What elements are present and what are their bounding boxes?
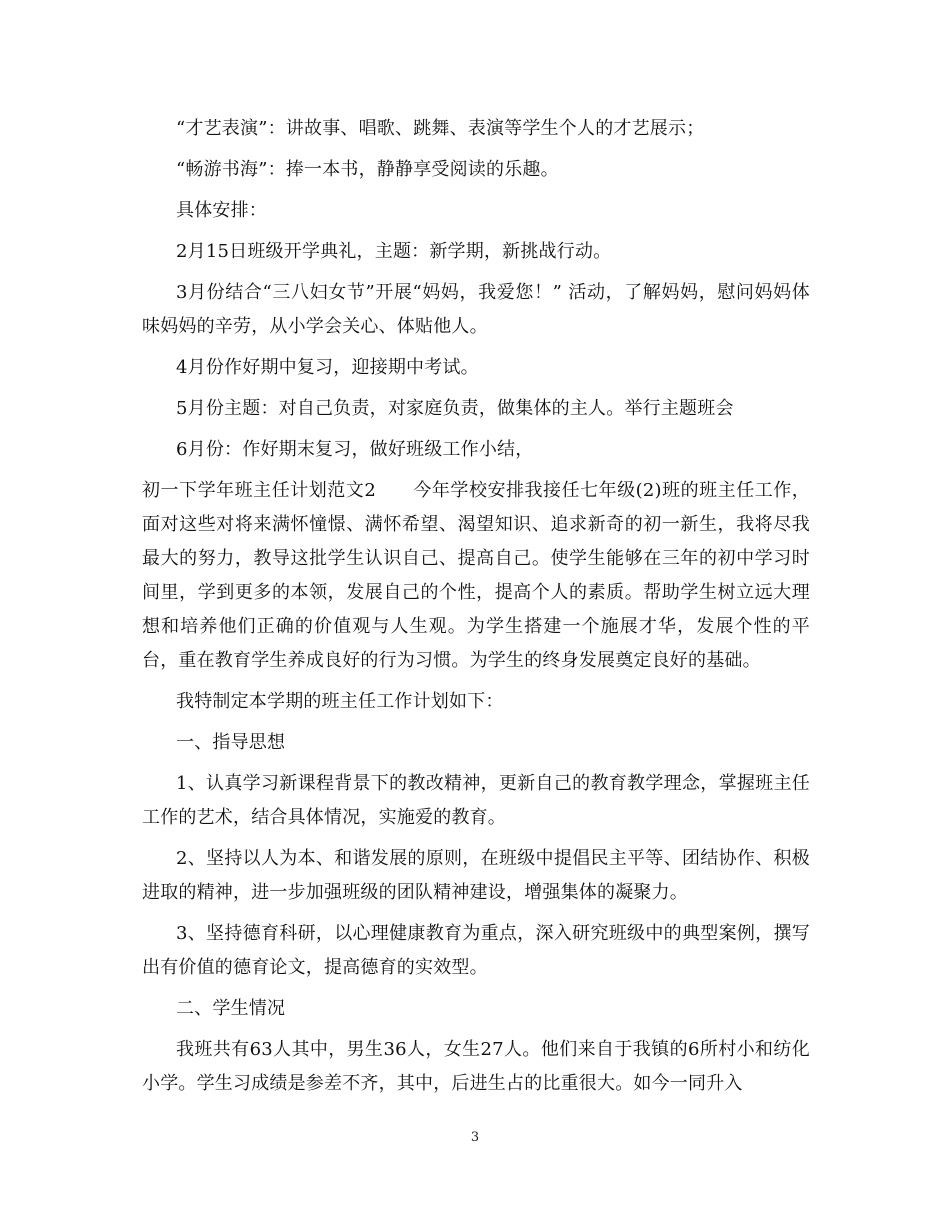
paragraph-plan-intro: 初一下学年班主任计划范文2 今年学校安排我接任七年级(2)班的班主任工作，面对这些对将来满怀憧憬、满怀希望、渴望知识、追求新奇的初一新生，我将尽我最大的努力，教导这批学生认识自己、提高自己。使学生能够在三年的初中学习时间里，学到更多的本领，发展自己的个性，提高个人的素质。帮助学生树立远大理想和培养他们正确的价值观与人生观。为学生搭建一个施展才华，发展个性的平台，重在教育学生养成良好的行为习惯。为学生的终身发展奠定良好的基础。 <box>142 480 810 671</box>
paragraph-may: 5月份主题：对自己负责，对家庭负责，做集体的主人。举行主题班会 <box>176 398 734 419</box>
page-number: 3 <box>470 1130 480 1145</box>
paragraph-guideline-3: 3、坚持德育科研，以心理健康教育为重点，深入研究班级中的典型案例，撰写出有价值的德育论文，提高德育的实效型。 <box>142 923 810 978</box>
paragraph-plan-statement: 我特制定本学期的班主任工作计划如下： <box>176 691 504 712</box>
paragraph-schedule-heading: 具体安排： <box>176 200 267 221</box>
paragraph-february: 2月15日班级开学典礼，主题：新学期，新挑战行动。 <box>176 241 612 262</box>
paragraph-guideline-2: 2、坚持以人为本、和谐发展的原则，在班级中提倡民主平等、团结协作、积极进取的精神，进一步加强班级的团队精神建设，增强集体的凝聚力。 <box>142 848 810 903</box>
paragraph-march: 3月份结合“三八妇女节”开展“妈妈，我爱您！” 活动，了解妈妈，慰问妈妈体味妈妈的辛劳，从小学会关心、体贴他人。 <box>142 282 810 337</box>
paragraph-june: 6月份：作好期末复习，做好班级工作小结， <box>176 439 534 460</box>
section-heading-student-situation: 二、学生情况 <box>176 998 286 1019</box>
document-body <box>142 112 810 1108</box>
paragraph-guideline-1: 1、认真学习新课程背景下的教改精神，更新自己的教育教学理念，掌握班主任工作的艺术，结合具体情况，实施爱的教育。 <box>142 773 810 828</box>
section-heading-guiding-thought: 一、指导思想 <box>176 732 286 753</box>
paragraph-reading: “畅游书海”：捧一本书，静静享受阅读的乐趣。 <box>176 159 559 180</box>
paragraph-talent-show: “才艺表演”：讲故事、唱歌、跳舞、表演等学生个人的才艺展示； <box>176 118 705 139</box>
paragraph-student-situation: 我班共有63人其中，男生36人，女生27人。他们来自于我镇的6所村小和纺化小学。学生习成绩是参差不齐，其中，后进生占的比重很大。如今一同升入 <box>142 1039 810 1094</box>
paragraph-april: 4月份作好期中复习，迎接期中考试。 <box>176 357 479 378</box>
